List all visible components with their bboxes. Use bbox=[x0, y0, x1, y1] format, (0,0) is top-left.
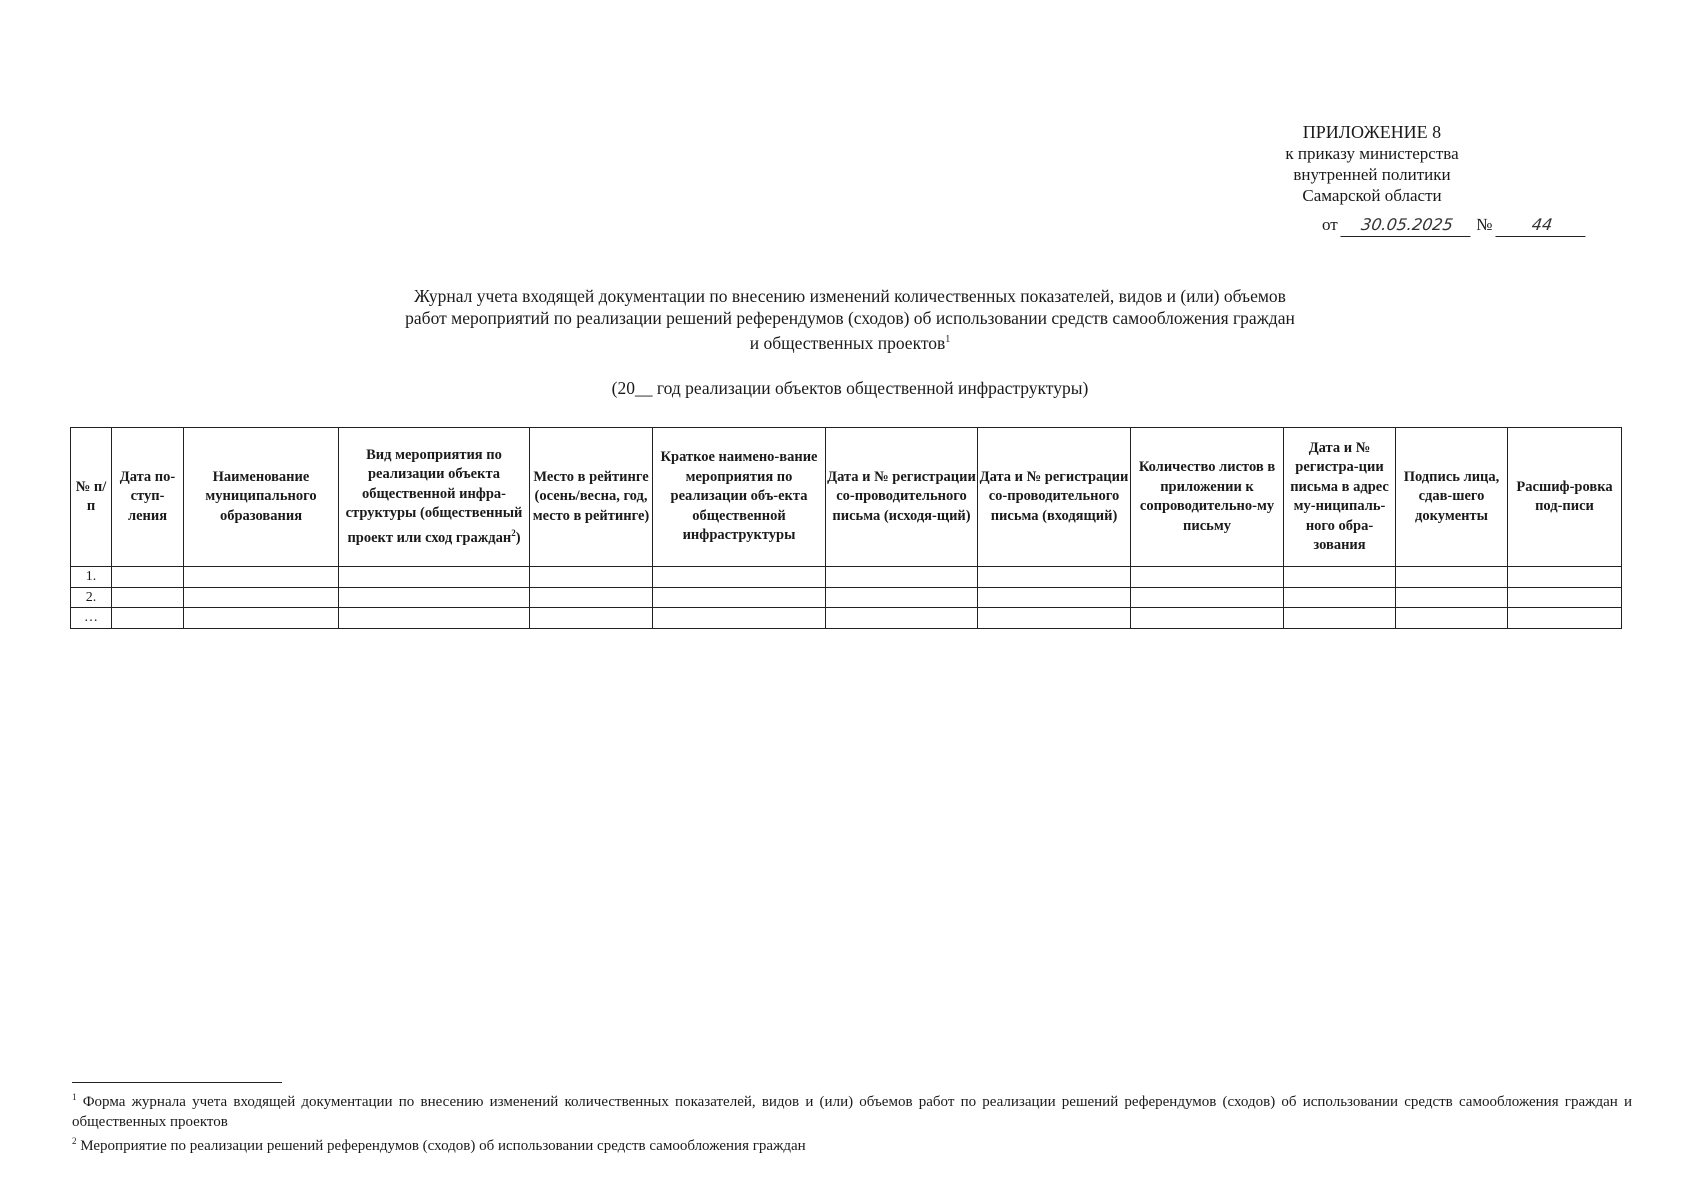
footnote-ref-1: 1 bbox=[945, 334, 951, 345]
footnote-1 bbox=[72, 1088, 1632, 1132]
table-row bbox=[71, 587, 1622, 608]
header-activity-type-text: Вид мероприятия по реализации объекта общественной инфра-структуры (общественный проект или сход граждан bbox=[345, 446, 523, 546]
header-number: № п/п bbox=[71, 428, 112, 567]
order-date-handwritten: 30.05.2025 bbox=[1340, 214, 1473, 237]
document-title bbox=[300, 285, 1400, 354]
footnote-ref-2: 2 bbox=[511, 527, 516, 538]
appendix-line-2: внутренней политики bbox=[1293, 165, 1451, 184]
header-signature-decoding: Расшиф-ровка под-писи bbox=[1508, 428, 1622, 567]
header-short-name: Краткое наимено-вание мероприятия по реализации объ-екта общественной инфраструктуры bbox=[653, 428, 826, 567]
row-number: 2. bbox=[71, 587, 112, 608]
year-line: (20__ год реализации объектов общественной инфраструктуры) bbox=[611, 378, 1089, 398]
header-municipality: Наименование муниципального образования bbox=[184, 428, 339, 567]
number-prefix: № bbox=[1476, 215, 1493, 234]
footnotes bbox=[72, 1088, 1632, 1157]
title-line-1: Журнал учета входящей документации по внесению изменений количественных показателей, видов и (или) объемов bbox=[414, 286, 1286, 306]
header-activity-type-suffix: ) bbox=[515, 529, 521, 546]
footnote-1-text: Форма журнала учета входящей документации по внесению изменений количественных показателей, видов и (или) объемов работ по реализации решений референдумов (сходов) об использовании средств самообложения граждан и общественных проектов bbox=[72, 1094, 1632, 1130]
row-number: … bbox=[71, 608, 112, 629]
header-rating-place: Место в рейтинге (осень/весна, год, место в рейтинге) bbox=[530, 428, 653, 567]
header-incoming-letter: Дата и № регистрации со-проводительного письма (входящий) bbox=[978, 428, 1131, 567]
title-line-3 bbox=[300, 329, 1400, 354]
header-signature: Подпись лица, сдав-шего документы bbox=[1396, 428, 1508, 567]
footnote-separator bbox=[72, 1082, 282, 1083]
header-activity-type bbox=[339, 428, 530, 567]
title-line-2: работ мероприятий по реализации решений референдумов (сходов) об использовании средств самообложения граждан bbox=[405, 308, 1295, 328]
header-sheet-count: Количество листов в приложении к сопроводительно-му письму bbox=[1131, 428, 1284, 567]
header-outgoing-letter: Дата и № регистрации со-проводительного письма (исходя-щий) bbox=[826, 428, 978, 567]
date-prefix: от bbox=[1322, 215, 1338, 234]
journal-table bbox=[70, 427, 1622, 629]
footnote-2 bbox=[72, 1132, 1632, 1157]
footnote-2-mark: 2 bbox=[72, 1136, 77, 1146]
table-row bbox=[71, 608, 1622, 629]
table-header-row bbox=[71, 428, 1622, 567]
title-line-3-text: и общественных проектов bbox=[749, 332, 946, 353]
header-letter-to-municipality: Дата и № регистра-ции письма в адрес му-ниципаль-ного обра-зования bbox=[1284, 428, 1396, 567]
appendix-header bbox=[1207, 122, 1537, 206]
appendix-line-1: к приказу министерства bbox=[1285, 144, 1459, 163]
header-receipt-date: Дата по-ступ-ления bbox=[112, 428, 184, 567]
appendix-line-3: Самарской области bbox=[1302, 186, 1442, 205]
footnote-2-text: Мероприятие по реализации решений референдумов (сходов) об использовании средств самообложения граждан bbox=[80, 1138, 806, 1154]
row-number: 1. bbox=[71, 567, 112, 588]
appendix-title: ПРИЛОЖЕНИЕ 8 bbox=[1302, 122, 1442, 142]
order-number-handwritten: 44 bbox=[1495, 214, 1588, 237]
footnote-1-mark: 1 bbox=[72, 1092, 77, 1102]
order-date-number bbox=[1322, 214, 1592, 237]
table-row bbox=[71, 567, 1622, 588]
